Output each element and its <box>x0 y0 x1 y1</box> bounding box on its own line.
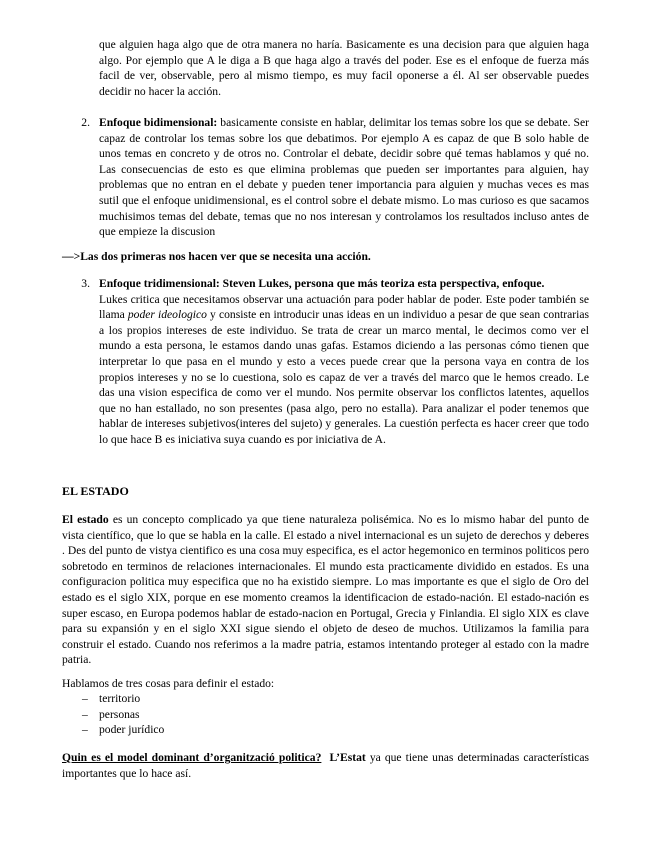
item-2-text: basicamente consiste en hablar, delimitar los temas sobre los que se debate. Ser capaz de controlar los temas sobre los que debatimos. Por ejemplo A es capaz de que B solo hable de unos temas en concreto y de otros no. Controlar el debate, decidir sobre qué temas hablamos y qué no. Las consecuencias de esto es que elimina problemas que pueden ser importantes para alguien, hay problemas que no entran en el debate y pueden tener importancia para alguien y muchas veces es mas sutil que el enfoque unidimensional, es el control sobre el debate mismo. Lo mas curioso es que sacamos muchisimos temas del debate, temas que no nos interesan y controlamos los resultados incluso antes de que empieze la discusion <box>99 116 589 239</box>
closing-answer: L’Estat <box>329 751 366 764</box>
item-3-number: 3. <box>81 277 90 290</box>
item-1-continuation: que alguien haga algo que de otra manera no haría. Basicamente es una decision para que alguien haga algo. Por ejemplo que A le diga a B que haga algo a través del poder. Ese es el enfoque de fuerza más facil de ver, observable, pero al mismo tiempo, es muy facil oponerse a él. Al ser observable puedes decidir no hacer la acción. <box>99 38 589 98</box>
item-2-heading: Enfoque bidimensional: <box>99 116 218 129</box>
section-lead: El estado <box>62 513 109 526</box>
arrow-note: —>Las dos primeras nos hacen ver que se necesita una acción. <box>62 250 371 263</box>
section-text: es un concepto complicado ya que tiene naturaleza polisémica. No es lo mismo habar del punto de vista científico, que lo que se habla en la calle. El estado a nivel internacional es un sujeto de derechos y deberes . Des del punto de vistya cientifico es una cosa muy especifica, es el actor hegemonico en terminos politicos pero sobretodo en terminos de relaciones internacionales. El mundo esta practicamente dividido en estados. Es una configuracion politica muy especifica que no ha existido siempre. Lo mas importante es que el siglo de Oro del estado es el siglo XIX, porque en ese momento creamos la identificacion de estado-nación. El estado-nación es super escaso, en Europa podemos hablar de estado-nacion en Portugal, Grecia y Finlandia. El siglo XIX es clave para su expansión y en el siglo XXI sigue siendo el objeto de deseo de muchos. Utilizamos la familia para construir el estado. Cuando nos referimos a la madre patria, estamos intentando proteger al estado con la madre patria. <box>62 513 589 667</box>
item-3-text-a: Lukes critica que necesitamos observar una actuación para poder hablar de poder. Este poder también se llama <box>99 292 589 322</box>
item-3-heading: Enfoque tridimensional: Steven Lukes, persona que más teoriza esta perspectiva, enfoque. <box>99 277 545 290</box>
list-intro: Hablamos de tres cosas para definir el estado: <box>62 677 275 690</box>
list-item-poder-juridico: poder jurídico <box>99 723 165 736</box>
closing-question: Quin es el model dominant d’organització politica? <box>62 751 322 764</box>
section-title: EL ESTADO <box>62 484 129 498</box>
item-3-italic: poder ideologico <box>127 308 207 322</box>
list-dash: – <box>82 708 88 721</box>
item-2-number: 2. <box>81 116 90 129</box>
list-item-territorio: territorio <box>99 692 141 705</box>
closing-text: ya que tiene unas determinadas características importantes que lo hace así. <box>62 751 589 780</box>
list-item-personas: personas <box>99 708 140 721</box>
item-2-paragraph <box>99 115 589 240</box>
closing-paragraph <box>62 750 589 781</box>
list-dash: – <box>82 723 88 736</box>
item-3-text-b: y consiste en introducir unas ideas en un individuo a pesar de que sean contrarias a los propios intereses de este individuo. Se trata de crear un marco mental, le decimos como ver el mundo a esta persona, le estamos dando unas gafas. Estamos diciendo a las personas cómo tienen que interpretar lo que pasa en el mundo y esto a veces puede crear que la persona vaya en contra de los propios intereses y no se lo cuestiona, solo es capaz de ver a través del marco que le hemos creado. Le das una vision especifica de como ver el mundo. Nos permite observar los conflictos latentes, aquellos que no han estallado, no son presentes (pasa algo, pero no estalla). Para analizar el poder tenemos que hablar de intereses subjetivos(interes del sujeto) y generales. La cuestión perfecta es hacer creer que todo lo que hace B es iniciativa suya cuando es por iniciativa de A. <box>99 308 589 446</box>
item-3-paragraph <box>99 276 589 448</box>
section-paragraph <box>62 512 589 668</box>
list-dash: – <box>82 692 88 705</box>
